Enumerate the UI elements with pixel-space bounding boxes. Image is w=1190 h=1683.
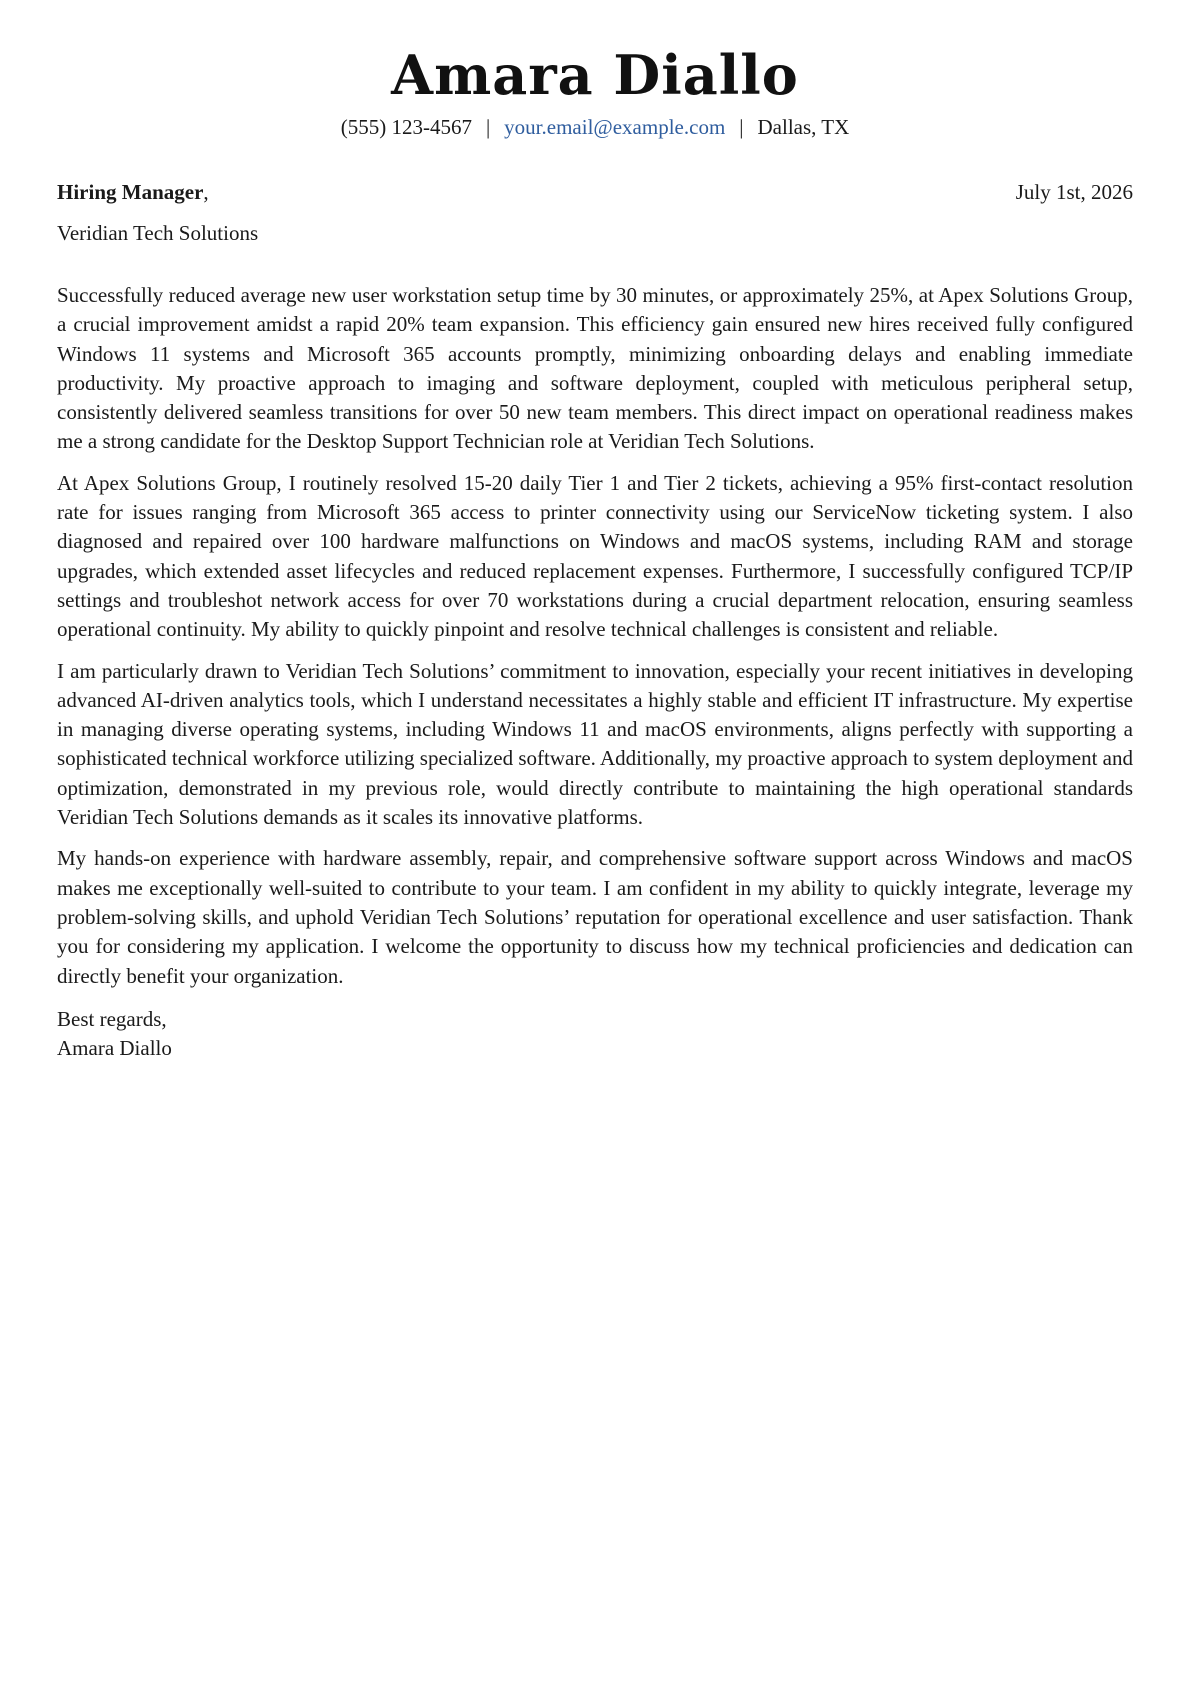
letter-body [57,281,1133,1063]
location: Dallas, TX [757,115,850,139]
contact-separator: | [739,115,744,139]
closing-salutation: Best regards, [57,1006,167,1031]
recipient-name: Hiring Manager [57,180,204,204]
phone-number: (555) 123-4567 [340,115,472,139]
contact-line [57,112,1133,142]
applicant-name: Amara Diallo [391,43,799,107]
body-paragraph: I am particularly drawn to Veridian Tech Solutions’ commitment to innovation, especially your recent initiatives in developing advanced AI-driven analytics tools, which I understand necessitates a highly stable and efficient IT infrastructure. My expertise in managing diverse operating systems, including Windows 11 and macOS environments, aligns perfectly with supporting a sophisticated technical workforce utilizing specialized software. Additionally, my proactive approach to system deployment and optimization, demonstrated in my previous role, would directly contribute to maintaining the high operational standards Veridian Tech Solutions demands as it scales its innovative platforms. [57,658,1133,830]
body-paragraph: Successfully reduced average new user workstation setup time by 30 minutes, or approximately 25%, at Apex Solutions Group, a crucial improvement amidst a rapid 20% team expansion. This efficiency gain ensured new hires received fully configured Windows 11 systems and Microsoft 365 accounts promptly, minimizing onboarding delays and enabling immediate productivity. My proactive approach to imaging and software deployment, coupled with meticulous peripheral setup, consistently delivered seamless transitions for over 50 new team members. This direct impact on operational readiness makes me a strong candidate for the Desktop Support Technician role at Veridian Tech Solutions. [57,283,1133,454]
recipient-company: Veridian Tech Solutions [57,221,259,245]
body-paragraph: At Apex Solutions Group, I routinely resolved 15-20 daily Tier 1 and Tier 2 tickets, achieving a 95% first-contact resolution rate for issues ranging from Microsoft 365 access to printer connectivity using our ServiceNow ticketing system. I also diagnosed and repaired over 100 hardware malfunctions on Windows and macOS systems, including RAM and storage upgrades, which extended asset lifecycles and reduced replacement expenses. Furthermore, I successfully configured TCP/IP settings and troubleshot network access for over 70 workstations during a crucial department relocation, ensuring seamless operational continuity. My ability to quickly pinpoint and resolve technical challenges is consistent and reliable. [57,470,1133,642]
letter-date: July 1st, 2026 [1015,180,1133,204]
contact-separator: | [485,115,491,139]
closing-block [57,1005,1133,1064]
recipient-salutation [57,177,209,207]
recipient-suffix: , [203,180,209,204]
body-paragraph: My hands-on experience with hardware assembly, repair, and comprehensive software support across Windows and macOS makes me exceptionally well-suited to contribute to your team. I am confident in my ability to quickly integrate, leverage my problem-solving skills, and uphold Veridian Tech Solutions’ reputation for operational excellence and user satisfaction. Thank you for considering my application. I welcome the opportunity to discuss how my technical proficiencies and dedication can directly benefit your organization. [57,846,1133,988]
signature-name: Amara Diallo [57,1036,172,1061]
email-link[interactable]: your.email@example.com [504,115,726,139]
